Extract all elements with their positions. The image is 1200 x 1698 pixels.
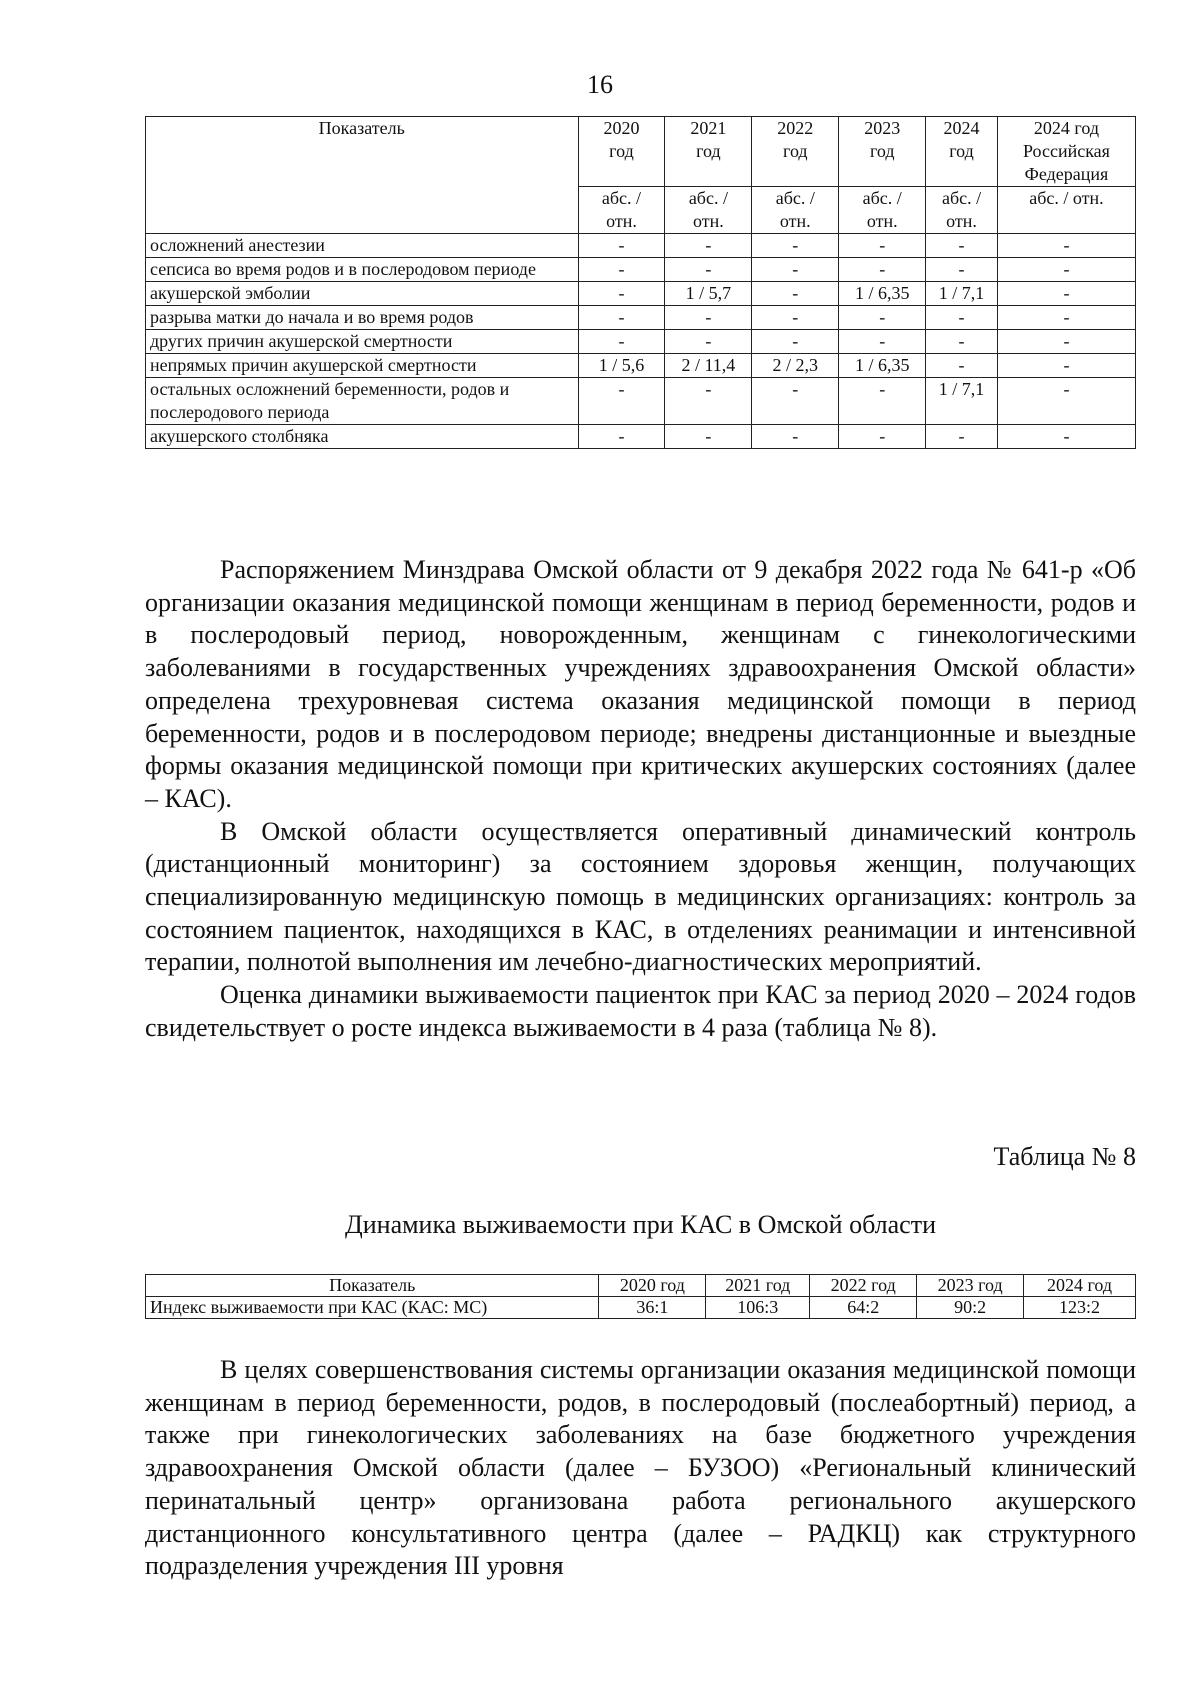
table-cell: - [839,378,926,425]
survival-index-table [145,1274,1136,1319]
table-row [146,234,1136,258]
table-cell: 2 / 11,4 [665,354,752,378]
table-row-label: осложнений анестезии [146,234,579,258]
table-cell: 1 / 6,35 [839,354,926,378]
table-row [146,330,1136,354]
paragraph: Оценка динамики выживаемости пациенток при КАС за период 2020 – 2024 годов свидетельствует о росте индекса выживаемости в 4 раза (таблица № 8). [145,980,1136,1042]
table-cell: - [752,282,839,306]
table-cell: - [839,425,926,449]
table-row [146,378,1136,425]
table-header-cell: 2023 год [917,1275,1024,1297]
table-cell: - [578,234,665,258]
header-year: 2020 год [578,117,665,187]
table-cell: - [752,234,839,258]
page-number: 16 [587,70,613,99]
subheader-cell: абс. / отн. [752,187,839,234]
table-cell: 36:1 [599,1297,706,1319]
table-row [146,425,1136,449]
table-row-label: других причин акушерской смертности [146,330,579,354]
table-cell: - [665,306,752,330]
table-cell: 1 / 7,1 [926,378,998,425]
table-cell: - [752,425,839,449]
table-cell: - [578,378,665,425]
table-caption-number: Таблица № 8 [993,1142,1136,1171]
table-cell: - [839,306,926,330]
header-year: 2024 год [926,117,998,187]
table-cell: 1 / 6,35 [839,282,926,306]
table-cell: - [926,354,998,378]
table-cell: - [752,330,839,354]
table-cell: - [926,258,998,282]
table-cell: 123:2 [1024,1297,1136,1319]
table-header-row [146,117,1136,187]
subheader-cell: абс. / отн. [578,187,665,234]
table-cell: 106:3 [706,1297,810,1319]
table-row-label: акушерского столбняка [146,425,579,449]
subheader-cell: абс. / отн. [926,187,998,234]
table-cell: - [665,425,752,449]
table-header-cell: 2021 год [706,1275,810,1297]
table-cell: - [997,378,1135,425]
table-cell: - [926,425,998,449]
table-cell: - [926,306,998,330]
table-cell: - [997,354,1135,378]
table-cell: - [752,378,839,425]
table-cell: - [839,330,926,354]
table-header-cell: 2020 год [599,1275,706,1297]
table-cell: 1 / 5,6 [578,354,665,378]
table-cell: - [926,234,998,258]
body-text-block-2 [145,1354,1136,1583]
table-cell: - [578,425,665,449]
table-row-label: сепсиса во время родов и в послеродовом периоде [146,258,579,282]
table-row-label: акушерской эмболии [146,282,579,306]
table-cell: - [665,234,752,258]
table-cell: - [665,330,752,354]
subheader-cell: абс. / отн. [665,187,752,234]
table-row [146,282,1136,306]
table-cell: - [997,234,1135,258]
table-cell: - [578,282,665,306]
table-cell: - [578,306,665,330]
table-row [146,258,1136,282]
table-cell: 1 / 5,7 [665,282,752,306]
table-cell: - [665,258,752,282]
table-cell: - [752,258,839,282]
body-text-block-1 [145,554,1136,1045]
table-cell: - [839,258,926,282]
table-row [146,1297,1136,1319]
paragraph: В целях совершенствования системы организации оказания медицинской помощи женщинам в период беременности, родов, в послеродовый (послеабортный) период, а также при гинекологических заболеваниях на базе бюджетного учреждения здравоохранения Омской области (далее – БУЗОО) «Региональный клинический перинатальный центр» организована работа регионального акушерского дистанционного консультативного центра (далее – РАДКЦ) как структурного подразделения учреждения III уровня [145,1355,1136,1581]
header-year: 2023 год [839,117,926,187]
paragraph: В Омской области осуществляется оперативный динамический контроль (дистанционный мониторинг) за состоянием здоровья женщин, получающих специализированную медицинскую помощь в медицинских организациях: контроль за состоянием пациенток, находящихся в КАС, в отделениях реанимации и интенсивной терапии, полнотой выполнения им лечебно-диагностических мероприятий. [145,816,1136,977]
table-cell: - [665,378,752,425]
maternal-mortality-causes-table [145,116,1136,449]
table-header-cell: Показатель [146,1275,599,1297]
table-cell: - [997,258,1135,282]
table-cell: - [997,306,1135,330]
paragraph: Распоряжением Минздрава Омской области от 9 декабря 2022 года № 641-р «Об организации оказания медицинской помощи женщинам в период беременности, родов и в послеродовый период, новорожденным, женщинам с гинекологическими заболеваниями в государственных учреждениях здравоохранения Омской области» определена трехуровневая система оказания медицинской помощи в период беременности, родов и в послеродовом периоде; внедрены дистанционные и выездные формы оказания медицинской помощи при критических акушерских состояниях (далее – КАС). [145,555,1136,813]
table-row-label: Индекс выживаемости при КАС (КАС: МС) [146,1297,599,1319]
table-row-label: разрыва матки до начала и во время родов [146,306,579,330]
table-header-row [146,1275,1136,1297]
table-cell: - [926,330,998,354]
table-cell: 1 / 7,1 [926,282,998,306]
table-cell: 64:2 [810,1297,917,1319]
table-cell: - [997,330,1135,354]
table-header-cell: 2024 год [1024,1275,1136,1297]
table-title: Динамика выживаемости при КАС в Омской области [345,1210,936,1239]
header-year: 2021 год [665,117,752,187]
table-row-label: остальных осложнений беременности, родов и послеродового периода [146,378,579,425]
table-cell: - [997,425,1135,449]
table-row-label: непрямых причин акушерской смертности [146,354,579,378]
table-cell: 2 / 2,3 [752,354,839,378]
header-year: 2022 год [752,117,839,187]
table-header-cell: 2022 год [810,1275,917,1297]
subheader-cell: абс. / отн. [839,187,926,234]
table-row [146,354,1136,378]
table-cell: 90:2 [917,1297,1024,1319]
subheader-cell: абс. / отн. [997,187,1135,234]
header-indicator: Показатель [146,117,579,234]
header-rf: 2024 год Российская Федерация [997,117,1135,187]
table-cell: - [997,282,1135,306]
table-cell: - [752,306,839,330]
table-cell: - [578,258,665,282]
table-cell: - [578,330,665,354]
table-row [146,306,1136,330]
table-cell: - [839,234,926,258]
